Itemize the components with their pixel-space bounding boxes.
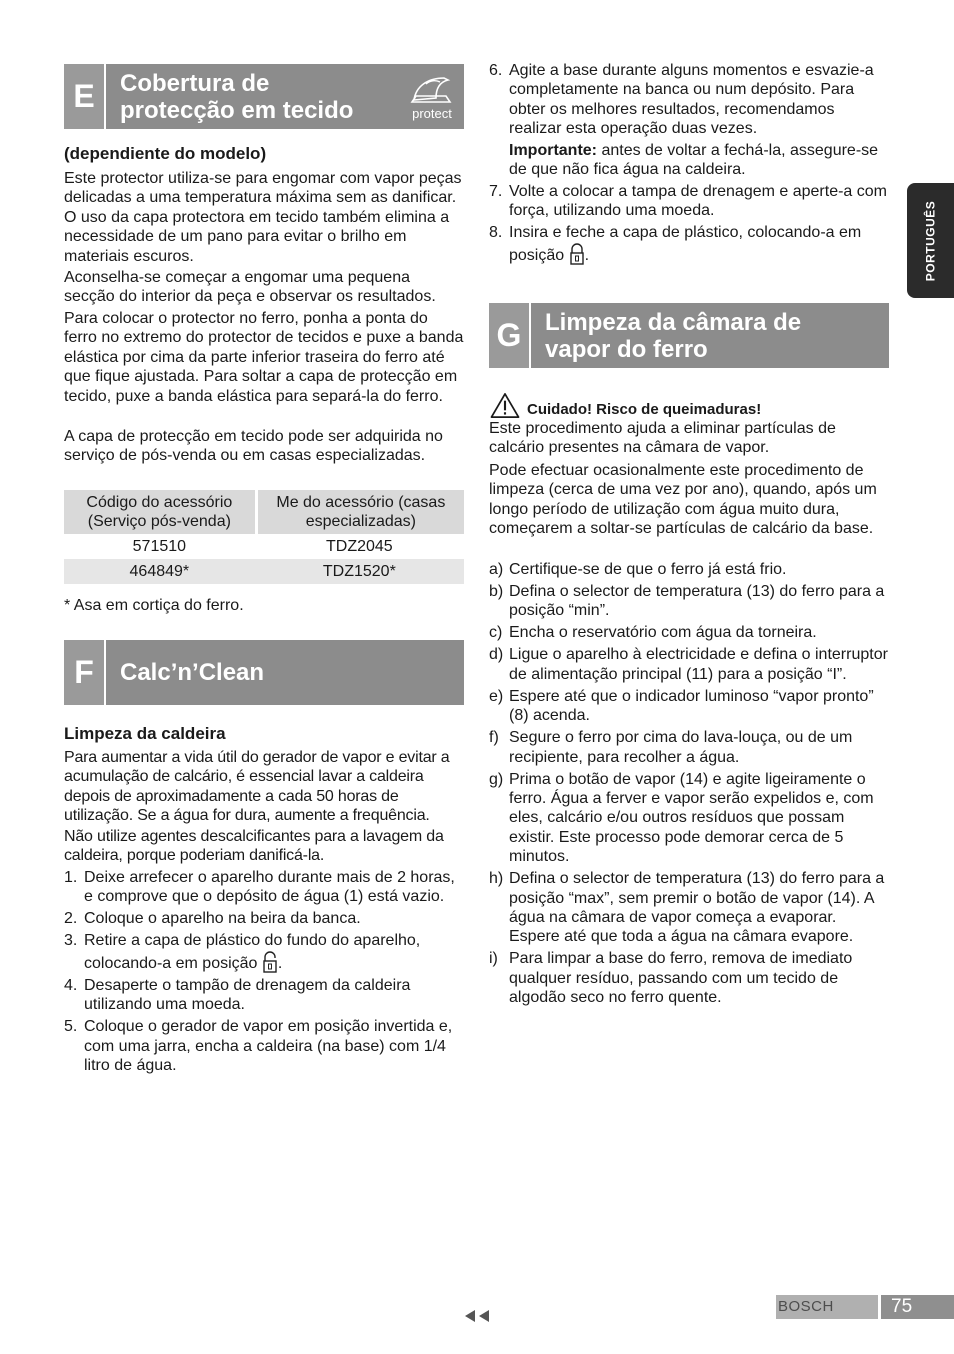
- accessory-table: [64, 490, 464, 584]
- list-item: 2. Coloque o aparelho na beira da banca.: [64, 910, 361, 928]
- lock-position-icon: [262, 951, 278, 973]
- section-f-letter: F: [64, 640, 106, 705]
- section-g-steps: [489, 560, 889, 1010]
- list-item: e) Espere até que o indicador luminoso “vapor pronto” (8) acenda.: [489, 687, 874, 725]
- section-g-title: Limpeza da câmara de vapor do ferro: [545, 308, 802, 363]
- section-f-subheading: Limpeza da caldeira: [64, 724, 226, 743]
- list-item: g) Prima o botão de vapor (14) e agite ligeiramente o ferro. Água a ferver e vapor serão expelidos e, com eles, calcário e/ou outros resíduos que possam existir. Este processo pode demorar cerca de 5 minutos.: [489, 770, 874, 866]
- section-e-letter: E: [64, 64, 106, 129]
- section-e-paragraph-2: Aconselha-se começar a engomar uma pequena secção do interior da peça e observar os resultados.: [64, 269, 436, 306]
- section-e-paragraph-1: Este protector utiliza-se para engomar com vapor peças delicadas a uma temperatura máxima sem as danificar. O uso da capa protectora em tecido também elimina a necessidade de um pano para evitar o brilho em materiais escuros.: [64, 170, 462, 265]
- list-item: 7. Volte a colocar a tampa de drenagem e aperte-a com força, utilizando uma moeda.: [489, 183, 887, 220]
- list-item: b) Defina o selector de temperatura (13) do ferro para a posição “min”.: [489, 583, 885, 620]
- list-item: 5. Coloque o gerador de vapor em posição invertida e, com uma jarra, encha a caldeira (na base) com 1/4 litro de água.: [64, 1018, 453, 1075]
- iron-protect-icon: [406, 70, 458, 122]
- page-number: 75: [878, 1295, 954, 1319]
- table-cell: TDZ2045: [325, 537, 393, 555]
- list-item: 3. Retire a capa de plástico do fundo do aparelho, colocando-a em posição .: [64, 932, 421, 972]
- list-item: 6. Agite a base durante alguns momentos e esvazie-a completamente na banca ou num depósito. Para obter os melhores resultados, recomendamos realizar esta operação duas vezes. Importante: antes de voltar a fechá-la, assegure-se de que não fica água na caldeira.: [489, 62, 879, 179]
- section-e-paragraph-3: Para colocar o protector no ferro, ponha a ponta do ferro no extremo do protector de tecidos e puxe a banda elástica por cima da parte inferior traseira do ferro até que fique ajustada. Para soltar a capa de protecção em tecido, puxe a banda elástica para separá-la do ferro.: [64, 310, 464, 405]
- warning-text: Cuidado! Risco de queimaduras!: [527, 400, 762, 418]
- list-item: a) Certifique-se de que o ferro já está frio.: [489, 561, 787, 578]
- footer-brand: BOSCH: [778, 1298, 834, 1315]
- table-header-name: Me do acessório (casas especializadas): [255, 490, 464, 534]
- list-item: i) Para limpar a base do ferro, remova de imediato qualquer resíduo, passando com um tecido de algodão seco no ferro quente.: [489, 950, 853, 1007]
- section-g-letter: G: [489, 303, 531, 368]
- list-item: f) Segure o ferro por cima do lava-louça, ou de um recipiente, para recolher a água.: [489, 729, 853, 766]
- table-cell: 571510: [132, 537, 187, 555]
- section-f-steps-continued: [489, 61, 889, 268]
- section-f-header: [64, 640, 464, 705]
- section-e-subheading: (dependiente do modelo): [64, 144, 267, 163]
- section-e-header: [64, 64, 464, 129]
- table-row: [64, 534, 464, 559]
- list-item: 8. Insira e feche a capa de plástico, colocando-a em posição .: [489, 224, 862, 264]
- list-item: h) Defina o selector de temperatura (13) do ferro para a posição “max”, sem premir o botão de vapor (14). A água na câmara de vapor começa a evaporar. Espere até que toda a água na câmara evapore.: [489, 870, 885, 946]
- table-cell: TDZ1520*: [255, 559, 464, 584]
- list-item: 1. Deixe arrefecer o aparelho durante mais de 2 horas, e comprove que o depósito de água (1) está vazio.: [64, 869, 455, 906]
- table-footnote: * Asa em cortiça do ferro.: [64, 597, 244, 614]
- list-item: d) Ligue o aparelho à electricidade e defina o interruptor de alimentação principal (11) para a posição “I”.: [489, 646, 888, 683]
- navigation-arrows-icon[interactable]: [463, 1309, 491, 1323]
- lock-position-icon: [569, 243, 585, 265]
- section-f-paragraph-2: Não utilize agentes descalcificantes para a lavagem da caldeira, porque poderiam danificá-la.: [64, 828, 444, 865]
- list-item: 4. Desaperte o tampão de drenagem da caldeira utilizando uma moeda.: [64, 976, 411, 1014]
- section-e-paragraph-4: A capa de protecção em tecido pode ser adquirida no serviço de pós-venda ou em casas especializadas.: [64, 428, 443, 465]
- warning-triangle-icon: [489, 392, 521, 419]
- warning-line: [489, 392, 889, 419]
- section-f-title: Calc’n’Clean: [120, 659, 265, 686]
- language-tab: [907, 183, 954, 298]
- table-cell: 464849*: [64, 559, 255, 584]
- section-e-title: Cobertura de protecção em tecido: [120, 69, 354, 124]
- section-f-paragraph-1: Para aumentar a vida útil do gerador de vapor e evitar a acumulação de calcário, é essencial lavar a caldeira depois de aproximadamente a cada 50 horas de utilização. Se a água for dura, aumente a frequência.: [64, 749, 450, 825]
- section-g-paragraph-1: Este procedimento ajuda a eliminar partículas de calcário presentes na câmara de vapor.: [489, 420, 836, 457]
- section-f-steps: [64, 868, 464, 1078]
- language-label: PORTUGUÊS: [922, 200, 937, 281]
- section-g-header: [489, 303, 889, 368]
- table-header-code: Código do acessório (Serviço pós-venda): [64, 490, 255, 534]
- protect-icon-label: protect: [412, 106, 452, 121]
- list-item: c) Encha o reservatório com água da torneira.: [489, 624, 817, 642]
- table-row: [64, 559, 464, 584]
- section-g-paragraph-2: Pode efectuar ocasionalmente este procedimento de limpeza (cerca de uma vez por ano), quando, após um longo período de utilização com água muito dura, começarem a soltar-se partículas de calcário da base.: [489, 462, 877, 538]
